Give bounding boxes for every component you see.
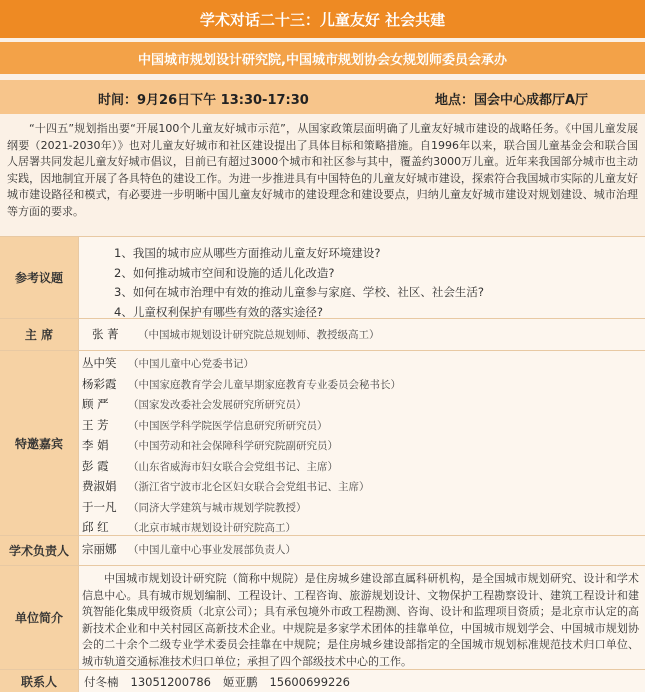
topic-item: 1、我国的城市应从哪些方面推动儿童友好环境建设? xyxy=(114,246,381,260)
academic-lead-title: （中国儿童中心事业发展部负责人） xyxy=(128,544,296,556)
unit-intro-row xyxy=(0,566,645,669)
table-divider xyxy=(0,535,645,536)
guest-title: （北京市城市规划设计研究院高工） xyxy=(128,522,296,534)
guest-title: （国家发改委社会发展研究所研究员） xyxy=(128,399,307,411)
contact-phone-1: 13051200786 xyxy=(130,675,211,689)
unit-intro-text: 中国城市规划设计研究院（简称中规院）是住房城乡建设部直属科研机构，是全国城市规划研究、设计和学术信息中心。具有城市规划编制、工程设计、工程咨询、旅游规划设计、文物保护工程勘察设计、建筑工程设计和建筑智能化集成甲级资质（北京公司）；具有承包境外市政工程勘测、咨询、设计和监理项目资质；是北京市认定的高新技术企业和中关村园区高新技术企业。中规院是多家学术团体的挂靠单位，中国城市规划学会、中国城市规划协会的二十余个二级专业学术委员会挂靠在中规院；是住房城乡建设部指定的全国城市规划标准规范技术归口单位、城市轨道交通标准技术归口单位；承担了四个部级技术中心的工作。 xyxy=(82,572,639,668)
topic-item: 3、如何在城市治理中有效的推动儿童参与家庭、学校、社区、社会生活? xyxy=(114,285,484,299)
guest-title: （中国劳动和社会保障科学研究院副研究员） xyxy=(128,440,338,452)
guest-name: 邱 红 xyxy=(82,520,109,534)
contact-label: 联系人 xyxy=(0,670,78,692)
event-time: 时间：9月26日下午 13:30-17:30 xyxy=(98,93,309,108)
topics-row xyxy=(0,236,645,318)
guest-item xyxy=(82,477,401,498)
guest-item xyxy=(82,498,401,519)
guest-title: （同济大学建筑与城市规划学院教授） xyxy=(128,501,307,514)
table-divider xyxy=(0,669,645,670)
guest-item xyxy=(82,457,401,478)
table-divider xyxy=(0,350,645,351)
guest-name: 杨彩霞 xyxy=(82,376,117,391)
guests-row xyxy=(0,351,645,535)
academic-lead-line xyxy=(82,541,296,557)
chair-row xyxy=(0,319,645,350)
guest-title: （中国医学科学院医学信息研究所研究员） xyxy=(128,419,328,432)
chair-content xyxy=(78,319,645,350)
topics-label: 参考议题 xyxy=(0,236,78,318)
chair-name: 张 菁 xyxy=(92,327,119,341)
guest-item xyxy=(82,416,401,437)
unit-intro-paragraph xyxy=(82,571,639,671)
unit-intro-label: 单位简介 xyxy=(0,566,78,669)
contact-content xyxy=(78,670,645,692)
guests-content xyxy=(78,351,645,535)
organizer-text: 中国城市规划设计研究院,中国城市规划协会女规划师委员会承办 xyxy=(138,52,507,68)
contact-person-2: 姬亚鹏 xyxy=(222,675,258,689)
details-table xyxy=(0,236,645,692)
table-divider xyxy=(0,565,645,566)
event-place: 地点：国会中心成都厅A厅 xyxy=(435,93,589,108)
chair-line xyxy=(92,326,380,342)
event-title-bar xyxy=(0,0,645,38)
academic-lead-content xyxy=(78,536,645,565)
guest-name: 李 娟 xyxy=(82,438,109,452)
academic-lead-row xyxy=(0,536,645,565)
event-title: 学术对话二十三：儿童友好 社会共建 xyxy=(199,10,446,29)
time-place-bar xyxy=(0,80,645,114)
guest-list xyxy=(82,354,401,539)
guest-item xyxy=(82,354,401,375)
table-divider xyxy=(0,236,645,237)
guest-item xyxy=(82,395,401,416)
topics-content xyxy=(78,236,645,318)
intro-paragraph xyxy=(7,121,638,233)
guest-name: 王 芳 xyxy=(82,417,109,432)
contact-row xyxy=(0,670,645,692)
intro-text: “十四五”规划指出要“开展100个儿童友好城市示范”，从国家政策层面明确了儿童友好城市建设的战略任务。《中国儿童发展纲要（2021-2030年）》也对儿童友好城市和社区建设提出了具体目标和策略措施。自1996年以来，联合国儿童基金会和联合国人居署共同发起儿童友好城市倡议，目前已有超过3000个城市和社区参与其中，覆盖约3000万儿童。近年来我国部分城市也主动实践，因地制宜开展了各具特色的建设工作。为进一步推进具有中国特色的儿童友好城市建设，探索符合我国城市实际的儿童友好城市建设路径和模式，有必要进一步明晰中国儿童友好城市的建设理念和建设要点，归纳儿童友好城市建设对规划建设、城市治理等方面的要求。 xyxy=(7,122,638,218)
guest-name: 费淑娟 xyxy=(82,479,117,493)
academic-lead-label: 学术负责人 xyxy=(0,536,78,565)
guest-name: 丛中笑 xyxy=(82,356,117,370)
unit-intro-content xyxy=(78,566,645,669)
guest-title: （浙江省宁波市北仑区妇女联合会党组书记、主席） xyxy=(128,481,370,493)
contact-person-1: 付冬楠 xyxy=(84,675,119,689)
guest-title: （中国儿童中心党委书记） xyxy=(128,358,254,370)
guest-item xyxy=(82,375,401,396)
organizer-bar xyxy=(0,42,645,74)
topic-item: 4、儿童权利保护有哪些有效的落实途径? xyxy=(114,304,323,319)
table-column-divider xyxy=(78,236,79,692)
guest-item xyxy=(82,436,401,457)
contact-phone-2: 15600699226 xyxy=(269,675,350,689)
chair-label: 主 席 xyxy=(0,319,78,350)
table-divider xyxy=(0,318,645,319)
topics-list xyxy=(114,244,484,322)
topic-item: 2、如何推动城市空间和设施的适儿化改造? xyxy=(114,265,335,280)
guest-title: （中国家庭教育学会儿童早期家庭教育专业委员会秘书长） xyxy=(128,378,401,391)
guest-name: 顾 严 xyxy=(82,397,109,411)
chair-title: （中国城市规划设计研究院总规划师、教授级高工） xyxy=(138,329,380,341)
contact-line xyxy=(84,674,362,690)
guest-name: 彭 霞 xyxy=(82,458,109,473)
guests-label: 特邀嘉宾 xyxy=(0,351,78,535)
academic-lead-name: 宗丽娜 xyxy=(82,542,117,556)
guest-title: （山东省威海市妇女联合会党组书记、主席） xyxy=(128,460,338,473)
guest-name: 于一凡 xyxy=(82,499,117,514)
